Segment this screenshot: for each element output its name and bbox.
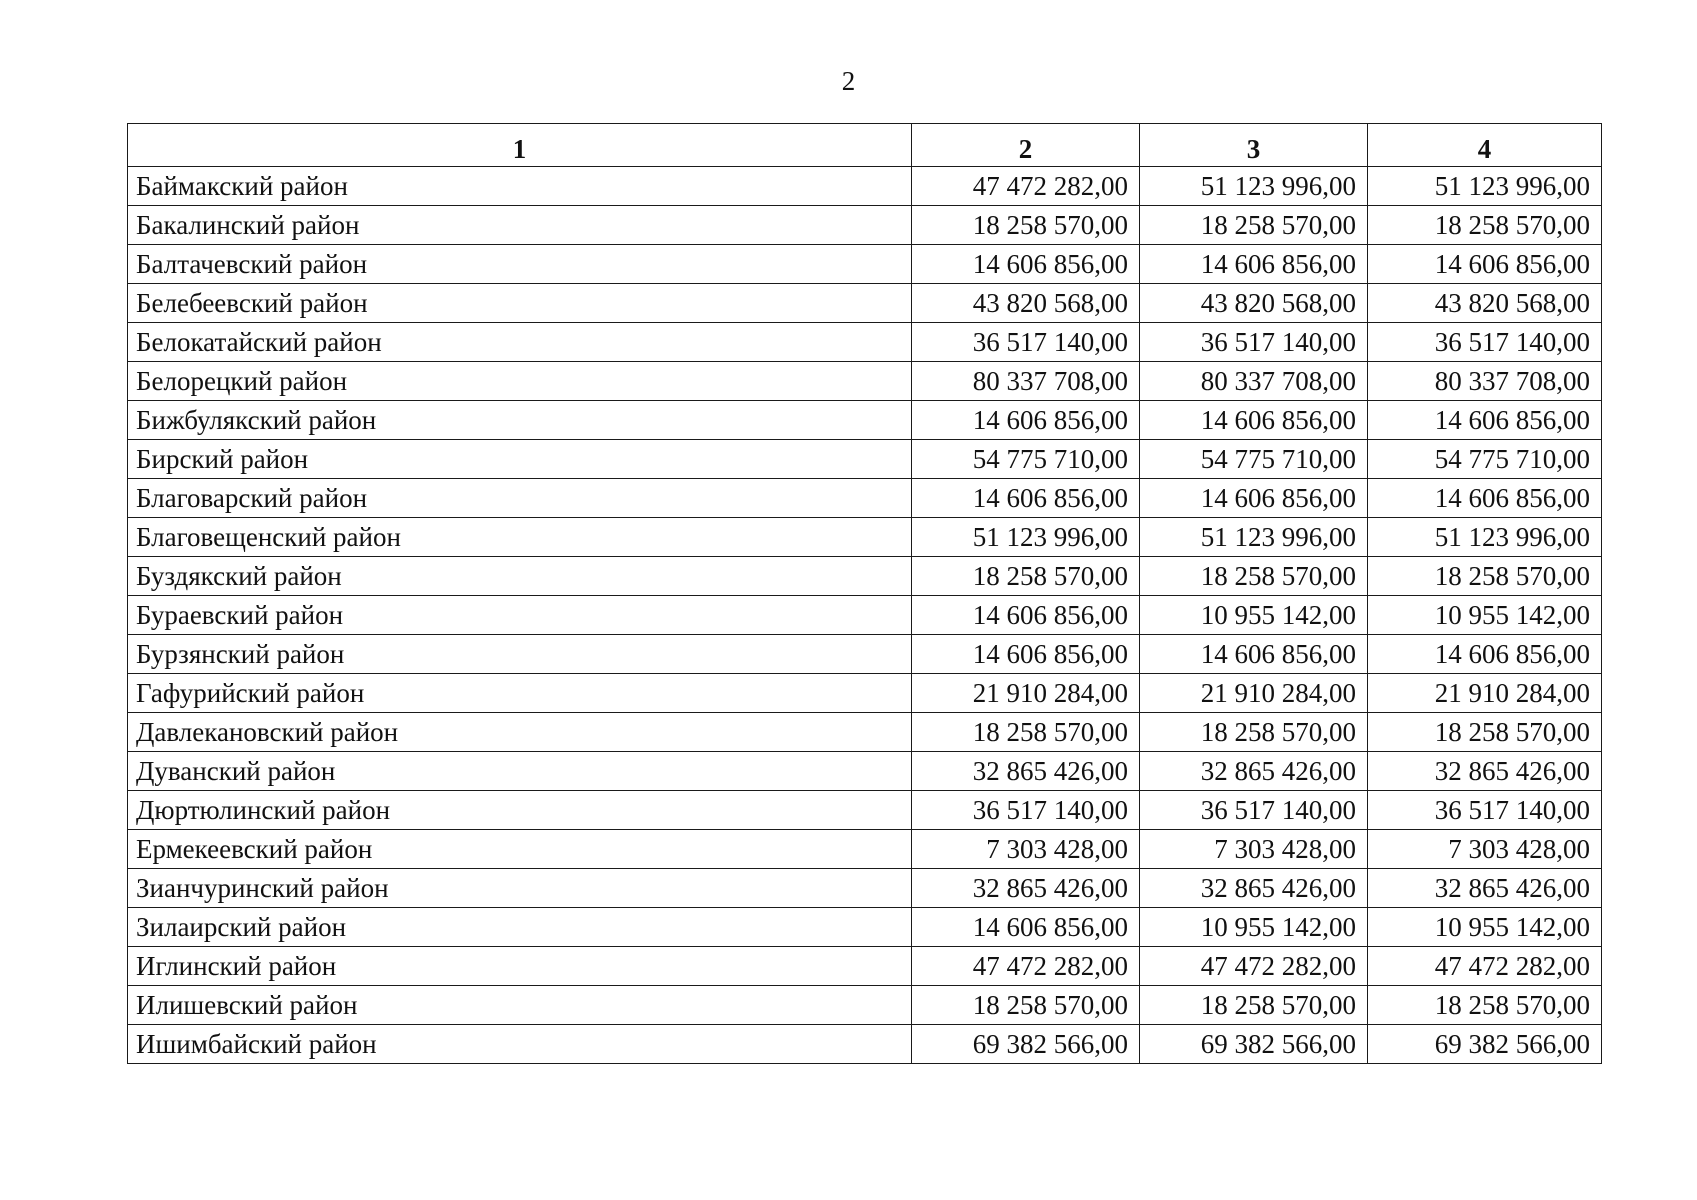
district-name-cell: Илишевский район — [128, 986, 912, 1025]
value-cell-col3: 18 258 570,00 — [1140, 986, 1368, 1025]
table-row — [128, 908, 1602, 947]
value-cell-col3: 10 955 142,00 — [1140, 908, 1368, 947]
value-cell-col4: 14 606 856,00 — [1368, 401, 1602, 440]
table-row — [128, 401, 1602, 440]
table-row — [128, 1025, 1602, 1064]
column-header-2: 2 — [912, 124, 1140, 167]
table-row — [128, 674, 1602, 713]
district-name-cell: Дуванский район — [128, 752, 912, 791]
district-name-cell: Бурзянский район — [128, 635, 912, 674]
value-cell-col2: 18 258 570,00 — [912, 206, 1140, 245]
table-row — [128, 518, 1602, 557]
table-row — [128, 557, 1602, 596]
value-cell-col4: 69 382 566,00 — [1368, 1025, 1602, 1064]
value-cell-col2: 14 606 856,00 — [912, 401, 1140, 440]
value-cell-col2: 18 258 570,00 — [912, 986, 1140, 1025]
value-cell-col2: 14 606 856,00 — [912, 245, 1140, 284]
value-cell-col2: 51 123 996,00 — [912, 518, 1140, 557]
value-cell-col4: 36 517 140,00 — [1368, 323, 1602, 362]
district-name-cell: Баймакский район — [128, 167, 912, 206]
value-cell-col4: 51 123 996,00 — [1368, 518, 1602, 557]
value-cell-col4: 51 123 996,00 — [1368, 167, 1602, 206]
value-cell-col4: 36 517 140,00 — [1368, 791, 1602, 830]
district-name-cell: Балтачевский район — [128, 245, 912, 284]
table-row — [128, 284, 1602, 323]
value-cell-col3: 7 303 428,00 — [1140, 830, 1368, 869]
district-name-cell: Давлекановский район — [128, 713, 912, 752]
value-cell-col4: 7 303 428,00 — [1368, 830, 1602, 869]
value-cell-col4: 14 606 856,00 — [1368, 245, 1602, 284]
value-cell-col2: 14 606 856,00 — [912, 635, 1140, 674]
column-header-1: 1 — [128, 124, 912, 167]
value-cell-col3: 32 865 426,00 — [1140, 869, 1368, 908]
column-header-3: 3 — [1140, 124, 1368, 167]
table-row — [128, 791, 1602, 830]
value-cell-col2: 36 517 140,00 — [912, 323, 1140, 362]
value-cell-col3: 32 865 426,00 — [1140, 752, 1368, 791]
value-cell-col3: 69 382 566,00 — [1140, 1025, 1368, 1064]
table-row — [128, 167, 1602, 206]
value-cell-col4: 14 606 856,00 — [1368, 479, 1602, 518]
district-name-cell: Ишимбайский район — [128, 1025, 912, 1064]
value-cell-col3: 36 517 140,00 — [1140, 323, 1368, 362]
value-cell-col3: 18 258 570,00 — [1140, 206, 1368, 245]
table-row — [128, 479, 1602, 518]
district-name-cell: Зианчуринский район — [128, 869, 912, 908]
value-cell-col3: 43 820 568,00 — [1140, 284, 1368, 323]
column-header-4: 4 — [1368, 124, 1602, 167]
district-name-cell: Иглинский район — [128, 947, 912, 986]
district-name-cell: Зилаирский район — [128, 908, 912, 947]
value-cell-col2: 36 517 140,00 — [912, 791, 1140, 830]
header-row — [128, 124, 1602, 167]
value-cell-col3: 51 123 996,00 — [1140, 167, 1368, 206]
table-row — [128, 440, 1602, 479]
value-cell-col4: 10 955 142,00 — [1368, 908, 1602, 947]
value-cell-col2: 47 472 282,00 — [912, 947, 1140, 986]
value-cell-col4: 18 258 570,00 — [1368, 713, 1602, 752]
value-cell-col4: 18 258 570,00 — [1368, 986, 1602, 1025]
table-row — [128, 206, 1602, 245]
district-name-cell: Бижбулякский район — [128, 401, 912, 440]
district-name-cell: Гафурийский район — [128, 674, 912, 713]
value-cell-col2: 14 606 856,00 — [912, 908, 1140, 947]
value-cell-col3: 14 606 856,00 — [1140, 635, 1368, 674]
table-row — [128, 947, 1602, 986]
district-name-cell: Белокатайский район — [128, 323, 912, 362]
district-name-cell: Буздякский район — [128, 557, 912, 596]
district-name-cell: Дюртюлинский район — [128, 791, 912, 830]
value-cell-col3: 14 606 856,00 — [1140, 479, 1368, 518]
district-name-cell: Благоварский район — [128, 479, 912, 518]
value-cell-col3: 14 606 856,00 — [1140, 245, 1368, 284]
value-cell-col4: 10 955 142,00 — [1368, 596, 1602, 635]
value-cell-col2: 7 303 428,00 — [912, 830, 1140, 869]
value-cell-col3: 47 472 282,00 — [1140, 947, 1368, 986]
value-cell-col2: 21 910 284,00 — [912, 674, 1140, 713]
value-cell-col3: 54 775 710,00 — [1140, 440, 1368, 479]
value-cell-col2: 69 382 566,00 — [912, 1025, 1140, 1064]
value-cell-col4: 43 820 568,00 — [1368, 284, 1602, 323]
page-number: 2 — [841, 66, 856, 96]
value-cell-col4: 47 472 282,00 — [1368, 947, 1602, 986]
value-cell-col2: 18 258 570,00 — [912, 713, 1140, 752]
table-row — [128, 362, 1602, 401]
value-cell-col2: 14 606 856,00 — [912, 479, 1140, 518]
table-row — [128, 830, 1602, 869]
value-cell-col4: 32 865 426,00 — [1368, 869, 1602, 908]
allocation-table — [127, 123, 1602, 1064]
value-cell-col2: 80 337 708,00 — [912, 362, 1140, 401]
table-row — [128, 713, 1602, 752]
value-cell-col2: 54 775 710,00 — [912, 440, 1140, 479]
district-name-cell: Ермекеевский район — [128, 830, 912, 869]
table-row — [128, 635, 1602, 674]
value-cell-col4: 18 258 570,00 — [1368, 206, 1602, 245]
value-cell-col2: 14 606 856,00 — [912, 596, 1140, 635]
table-row — [128, 596, 1602, 635]
value-cell-col3: 10 955 142,00 — [1140, 596, 1368, 635]
district-name-cell: Бирский район — [128, 440, 912, 479]
value-cell-col2: 32 865 426,00 — [912, 752, 1140, 791]
value-cell-col3: 80 337 708,00 — [1140, 362, 1368, 401]
district-name-cell: Бакалинский район — [128, 206, 912, 245]
value-cell-col2: 18 258 570,00 — [912, 557, 1140, 596]
value-cell-col2: 47 472 282,00 — [912, 167, 1140, 206]
value-cell-col3: 51 123 996,00 — [1140, 518, 1368, 557]
value-cell-col3: 18 258 570,00 — [1140, 557, 1368, 596]
table-row — [128, 245, 1602, 284]
table-row — [128, 869, 1602, 908]
value-cell-col3: 36 517 140,00 — [1140, 791, 1368, 830]
value-cell-col4: 54 775 710,00 — [1368, 440, 1602, 479]
district-name-cell: Благовещенский район — [128, 518, 912, 557]
value-cell-col3: 18 258 570,00 — [1140, 713, 1368, 752]
value-cell-col4: 18 258 570,00 — [1368, 557, 1602, 596]
value-cell-col2: 32 865 426,00 — [912, 869, 1140, 908]
value-cell-col3: 14 606 856,00 — [1140, 401, 1368, 440]
table-row — [128, 986, 1602, 1025]
value-cell-col3: 21 910 284,00 — [1140, 674, 1368, 713]
value-cell-col2: 43 820 568,00 — [912, 284, 1140, 323]
table-header — [128, 124, 1602, 167]
value-cell-col4: 21 910 284,00 — [1368, 674, 1602, 713]
value-cell-col4: 14 606 856,00 — [1368, 635, 1602, 674]
table-body — [128, 167, 1602, 1064]
table-row — [128, 323, 1602, 362]
district-name-cell: Бураевский район — [128, 596, 912, 635]
district-name-cell: Белебеевский район — [128, 284, 912, 323]
table-row — [128, 752, 1602, 791]
value-cell-col4: 32 865 426,00 — [1368, 752, 1602, 791]
district-name-cell: Белорецкий район — [128, 362, 912, 401]
value-cell-col4: 80 337 708,00 — [1368, 362, 1602, 401]
